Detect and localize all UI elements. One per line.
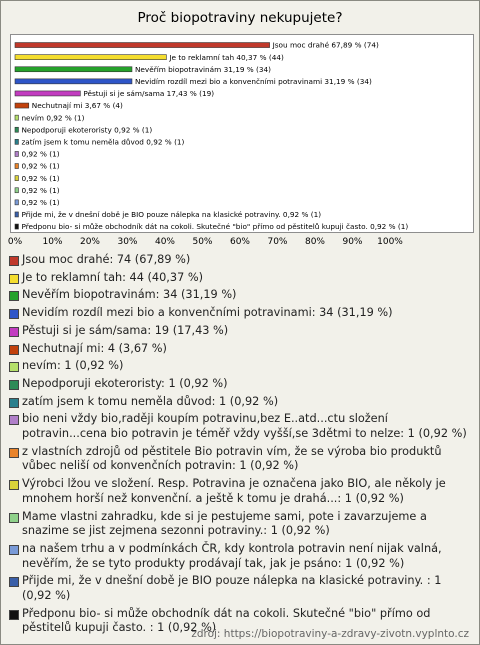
legend-item [9, 359, 471, 374]
bar-chart [11, 35, 473, 232]
bar-label: Předponu bio- si může obchodník dát na cokoli. Skutečné "bio" přímo od pěstitelů kupuji často. 0,92 % (1) [21, 222, 409, 232]
legend-item [9, 342, 471, 357]
legend-swatch [9, 362, 19, 372]
bar [15, 79, 132, 84]
legend-item [9, 271, 471, 286]
legend-swatch [9, 415, 19, 425]
bar [15, 224, 18, 229]
legend-swatch [9, 610, 19, 620]
legend-swatch [9, 380, 19, 390]
bar-label: zatím jsem k tomu neměla důvod 0,92 % (1) [21, 137, 185, 147]
bar [15, 115, 18, 120]
bar [15, 139, 18, 144]
plot-area [10, 34, 474, 233]
bar-label: 0,92 % (1) [21, 185, 60, 195]
x-tick-label: 50% [192, 237, 213, 247]
legend-swatch [9, 327, 19, 337]
bar [15, 176, 18, 181]
legend-label: nevím: 1 (0,92 %) [22, 359, 124, 373]
legend-label: Nevěřím biopotravinám: 34 (31,19 %) [22, 288, 237, 302]
bar-label: Jsou moc drahé 67,89 % (74) [272, 40, 379, 50]
x-tick-label: 80% [304, 237, 326, 247]
legend-item [9, 542, 471, 571]
bar-label: 0,92 % (1) [21, 149, 60, 159]
bar-label: Nechutnají mi 3,67 % (4) [31, 101, 123, 111]
legend-label: Nepodporuji ekoteroristy: 1 (0,92 %) [22, 376, 228, 390]
legend-label: Nechutnají mi: 4 (3,67 %) [22, 341, 167, 355]
legend-swatch [9, 577, 19, 587]
bar-label: 0,92 % (1) [21, 197, 60, 207]
legend-swatch [9, 274, 19, 284]
bar [15, 67, 132, 72]
bar-label: 0,92 % (1) [21, 173, 60, 183]
bar-label: Přijde mi, že v dnešní době je BIO pouze nálepka na klasické potraviny. 0,92 % (1) [21, 210, 322, 220]
bar [15, 43, 270, 48]
bar [15, 91, 80, 96]
x-tick-label: 60% [229, 237, 251, 247]
legend-label: Přijde mi, že v dnešní době je BIO pouze nálepka na klasické potraviny. : 1 (0,92 %) [22, 574, 442, 603]
legend-swatch [9, 448, 19, 458]
x-tick-label: 90% [342, 237, 363, 247]
legend-item [9, 306, 471, 321]
bar [15, 200, 18, 205]
bar [15, 127, 18, 132]
legend-swatch [9, 256, 19, 266]
x-tick-label: 100% [377, 237, 403, 247]
legend-item [9, 445, 471, 474]
legend-swatch [9, 345, 19, 355]
legend-swatch [9, 545, 19, 555]
legend-item [9, 477, 471, 506]
legend-label: Předponu bio- si může obchodník dát na cokoli. Skutečné "bio" přímo od pěstitelů kupuji často. : 1 (0,92 %) [22, 606, 431, 635]
legend-swatch [9, 398, 19, 408]
bar [15, 103, 29, 108]
x-tick-label: 10% [42, 237, 63, 247]
legend-swatch [9, 480, 19, 490]
legend-label: Je to reklamní tah: 44 (40,37 %) [22, 270, 204, 284]
bar [15, 212, 18, 217]
legend [9, 253, 471, 639]
bar-label: nevím 0,92 % (1) [21, 113, 85, 123]
bar-label: Nepodporuji ekoteroristy 0,92 % (1) [21, 125, 153, 135]
bar-label: Nevidím rozdíl mezi bio a konvenčními potravinami 31,19 % (34) [134, 76, 372, 86]
legend-item [9, 395, 471, 410]
legend-label: Pěstuji si je sám/sama: 19 (17,43 %) [22, 323, 229, 337]
legend-item [9, 253, 471, 268]
bar [15, 164, 18, 169]
bar-label: Pěstuji si je sám/sama 17,43 % (19) [83, 89, 215, 99]
legend-item [9, 574, 471, 603]
legend-item [9, 510, 471, 539]
chart-title: Proč biopotraviny nekupujete? [137, 10, 343, 26]
legend-label: Výrobci lžou ve složení. Resp. Potravina je označena jako BIO, ale několy je mnohem horší než konvenční. a ještě k tomu je drahá...: 1 (0,92 %) [22, 477, 446, 505]
legend-item [9, 412, 471, 441]
legend-swatch [9, 513, 19, 523]
legend-label: na našem trhu a v podmínkách ČR, kdy kontrola potravin není nijak valná, nevěřím, že se tyto produkty prodávají tak, jak je psáno: 1 (0,92 %) [22, 541, 442, 570]
legend-label: z vlastních zdrojů od pěstitele Bio potravin vím, že se výroba bio produktů vůbec neliší od konvenčních potravin: 1 (0,92 %) [22, 444, 442, 473]
bar [15, 188, 18, 193]
legend-swatch [9, 309, 19, 319]
legend-swatch [9, 291, 19, 301]
x-tick-label: 20% [79, 237, 101, 247]
bar-label: Je to reklamní tah 40,37 % (44) [169, 52, 284, 62]
legend-label: bio neni vždy bio,raději koupím potravinu,bez E..atd...ctu složení potravin...cena bio potravin je téměř vždy vyšší,se 3dětmi to nelze: 1 (0,92 %) [22, 412, 467, 441]
x-tick-label: 70% [267, 237, 288, 247]
x-tick-label: 30% [117, 237, 138, 247]
bar [15, 151, 18, 156]
source-note: zdroj: https://biopotraviny-a-zdravy-zivotn.vyplnto.cz [191, 628, 469, 640]
legend-item [9, 324, 471, 339]
bar [15, 55, 166, 60]
bar-label: Nevěřím biopotravinám 31,19 % (34) [134, 64, 272, 74]
legend-label: zatím jsem k tomu neměla důvod: 1 (0,92 %) [22, 394, 279, 408]
bar-label: 0,92 % (1) [21, 161, 60, 171]
legend-label: Jsou moc drahé: 74 (67,89 %) [22, 253, 191, 266]
x-tick-label: 40% [154, 237, 176, 247]
legend-item [9, 377, 471, 392]
legend-label: Nevidím rozdíl mezi bio a konvenčními potravinami: 34 (31,19 %) [22, 306, 393, 320]
legend-item [9, 288, 471, 303]
legend-label: Mame vlastni zahradku, kde si je pestujeme sami, pote i zavarzujeme a snazime se jist zejmena sezonni potraviny.: 1 (0,92 %) [22, 509, 427, 538]
x-axis [1, 234, 479, 250]
x-tick-label: 0% [7, 237, 23, 247]
